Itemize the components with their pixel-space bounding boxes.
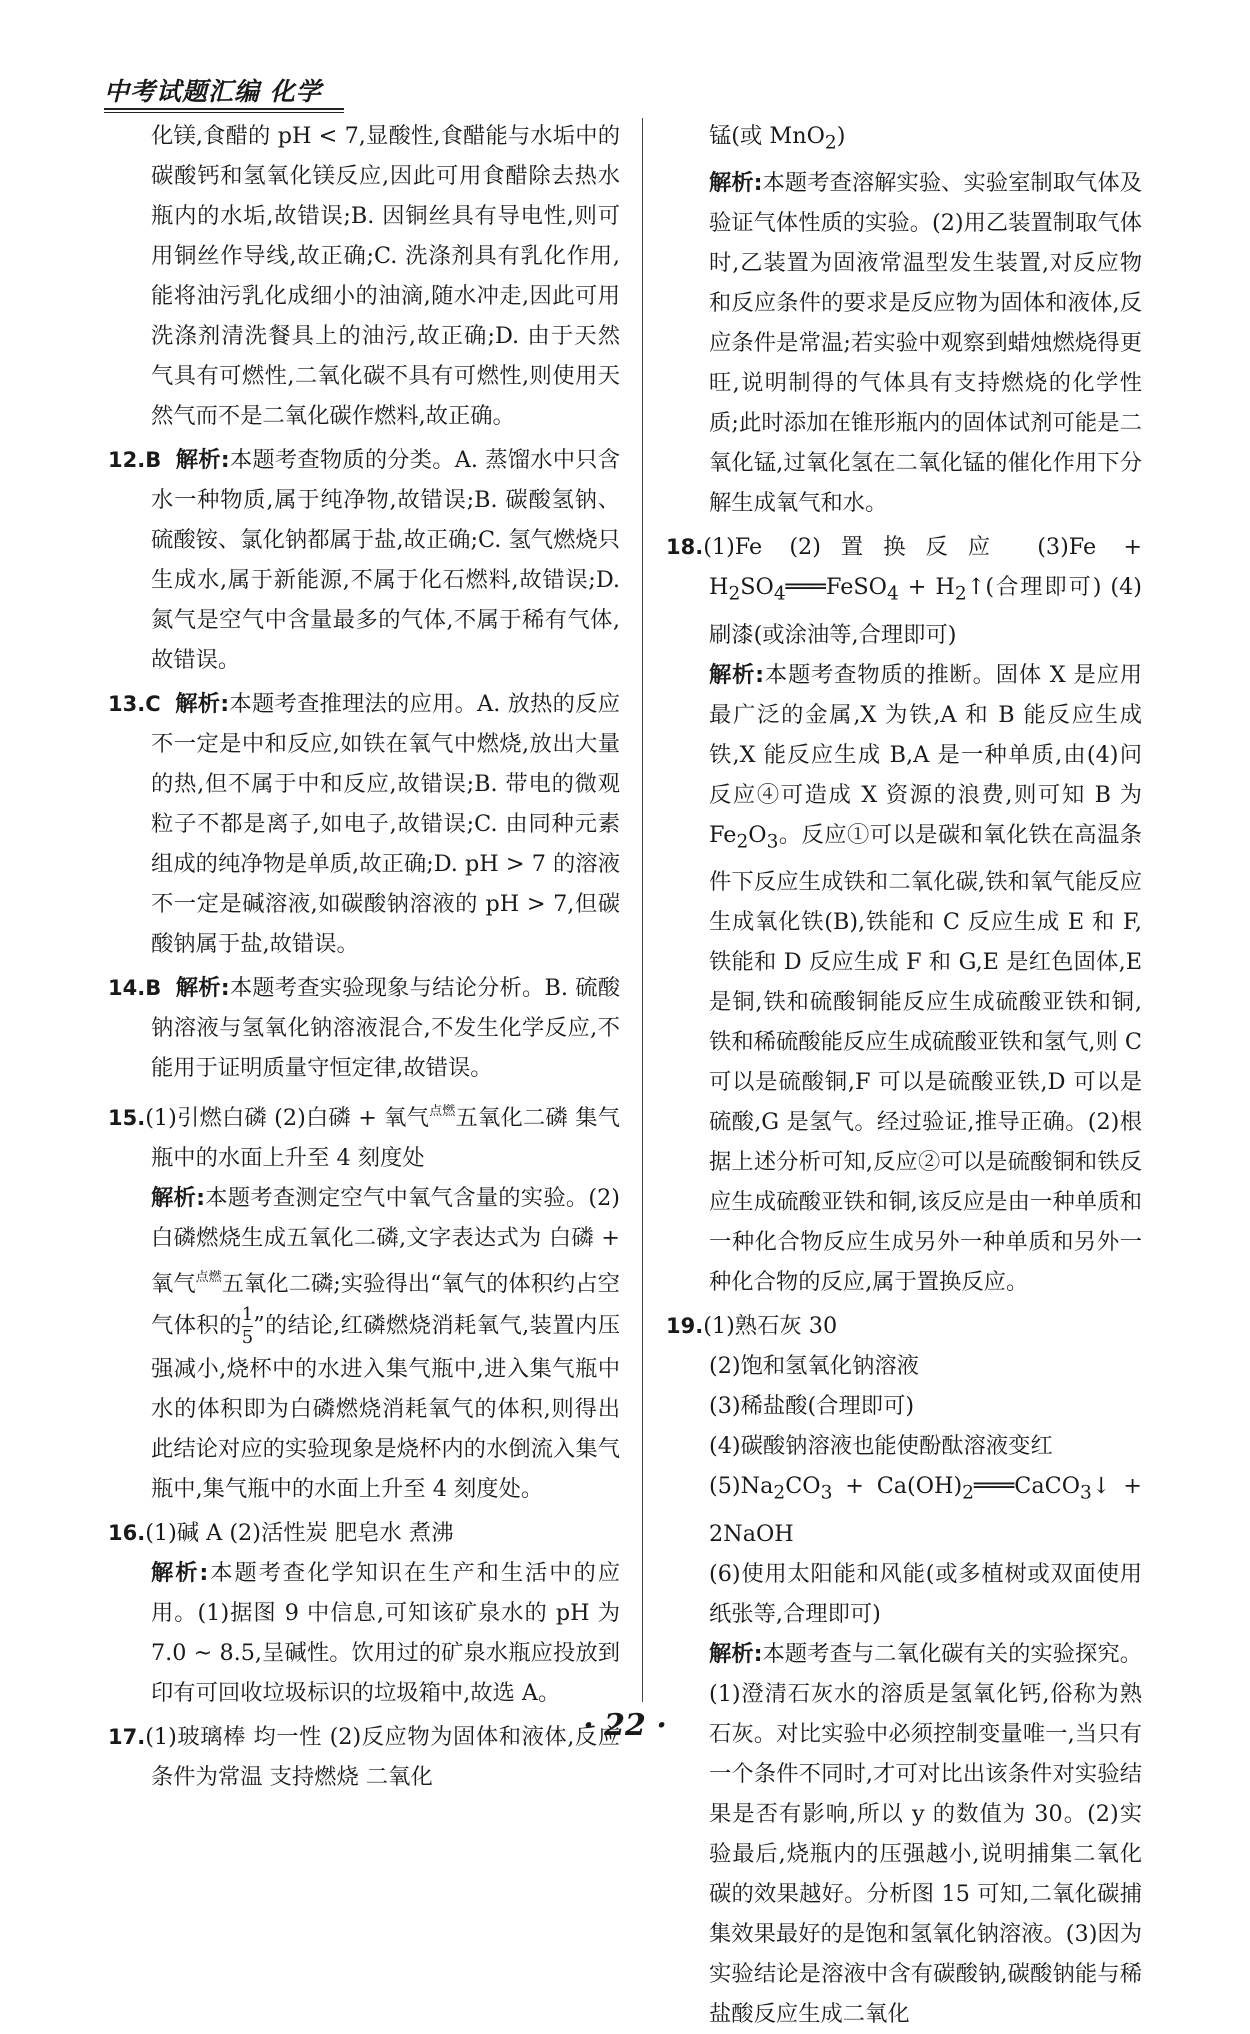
question-12: [108, 440, 620, 680]
header-rule-thin: [104, 112, 344, 113]
question-answer: C: [145, 692, 161, 716]
q19-answer-line-2: (2)饱和氢氧化钠溶液: [709, 1353, 919, 1380]
analysis-text: 本题考查测定空气中氧气含量的实验。(2)白磷燃烧生成五氧化二磷,文字表达式为 白磷 + 氧气: [151, 1185, 620, 1297]
analysis-text-c: 。反应①可以是碳和氧化铁在高温条件下反应生成铁和二氧化碳,铁和氧气能反应生成氧化铁(B),铁能和 C 反应生成 E 和 F,铁能和 D 反应生成 F 和 G,E 是红色固体,E 是铜,铁和硫酸铜能反应生成硫酸亚铁和铜,铁和稀硫酸能反应生成硫酸亚铁和氢气,则 C 可以是硫酸铜,F 可以是硫酸亚铁,D 可以是硫酸,G 是氢气。经过验证,推导正确。(2)根据上述分析可知,反应②可以是硫酸铜和铁反应生成硫酸亚铁和铜,该反应是由一种单质和一种化合物反应生成另外一种单质和另外一种化合物的反应,属于置换反应。: [709, 821, 1142, 1296]
question-answer: (1)玻璃棒 均一性 (2)反应物为固体和液体,反应条件为常温 支持燃烧 二氧化: [145, 1724, 620, 1790]
q19-answer-line-4: (4)碳酸钠溶液也能使酚酞溶液变红: [709, 1433, 1053, 1460]
reaction-condition: 点燃: [429, 1104, 456, 1119]
answer-d: + H: [898, 574, 955, 601]
q11-continuation: 化镁,食醋的 pH < 7,显酸性,食醋能与水垢中的碳酸钙和氢氧化镁反应,因此可用食醋除去热水瓶内的水垢,故错误;B. 因铜丝具有导电性,则可用铜丝作导线,故正确;C. 洗涤剂具有乳化作用,能将油污乳化成细小的油滴,随水冲走,因此可用洗涤剂清洗餐具上的油污,故正确;D. 由于天然气具有可燃性,二氧化碳不具有可燃性,则使用天然气而不是二氧化碳作燃料,故正确。: [151, 123, 620, 429]
subscript: 3: [820, 1482, 833, 1504]
subscript: 2: [773, 1482, 786, 1504]
question-answer: B: [145, 976, 162, 1000]
question-number: 18.: [666, 535, 704, 560]
analysis-text: 本题考查溶解实验、实验室制取气体及验证气体性质的实验。(2)用乙装置制取气体时,乙装置为固液常温型发生装置,对反应物和反应条件的要求是反应物为固体和液体,反应条件是常温;若实验中观察到蜡烛燃烧得更旺,说明制得的气体具有支持燃烧的化学性质;此时添加在锥形瓶内的固体试剂可能是二氧化锰,过氧化氢在二氧化锰的催化作用下分解生成氧气和水。: [709, 170, 1142, 517]
question-answer: (1)引燃白磷 (2)白磷 + 氧气: [145, 1105, 430, 1131]
q19-answer-line-3: (3)稀盐酸(合理即可): [709, 1393, 915, 1420]
answer-c: FeSO: [825, 574, 887, 601]
answer-e: ↑(合理即可) (4)刷漆(或涂油等,合理即可): [709, 574, 1142, 648]
question-number: 12.: [108, 448, 146, 472]
question-16: [108, 1513, 620, 1553]
analysis-text-b: O: [748, 821, 767, 848]
fraction-numerator: 1: [241, 1304, 254, 1325]
question-number: 16.: [108, 1521, 146, 1545]
analysis-text: 本题考查与二氧化碳有关的实验探究。(1)澄清石灰水的溶质是氢氧化钙,俗称为熟石灰。对比实验中必须控制变量唯一,当只有一个条件不同时,才可对比出该条件对实验结果是否有影响,所以 y 的数值为 30。(2)实验最后,烧瓶内的压强越小,说明捕集二氧化碳的效果越好。分析图 15 可知,二氧化碳捕集效果最好的是饱和氢氧化钠溶液。(3)因为实验结论是溶液中含有碳酸钠,碳酸钠能与稀盐酸反应生成二氧化: [709, 1640, 1142, 2027]
q19-analysis: [666, 1634, 1142, 2034]
eq-part: ↓ + 2NaOH: [709, 1473, 1142, 1547]
question-number: 13.: [108, 692, 146, 716]
analysis-label: 解析:: [175, 447, 230, 473]
q17-analysis: [666, 163, 1142, 523]
subscript: 3: [766, 831, 779, 853]
q15-analysis: [108, 1178, 620, 1509]
fraction: [242, 1304, 253, 1349]
question-number: 19.: [666, 1314, 704, 1339]
reaction-condition: 点燃: [195, 1270, 222, 1285]
analysis-text-b: 五氧化二磷;实验得出“氧气的体积约占空气体积的: [151, 1271, 620, 1339]
question-15: [108, 1092, 620, 1178]
subscript: 2: [736, 831, 749, 853]
eq-part: + Ca(OH): [832, 1473, 963, 1500]
page-header-title: 中考试题汇编 化学: [104, 77, 322, 106]
right-column: [666, 116, 1142, 2034]
column-divider: [642, 118, 643, 1702]
subscript: 2: [954, 583, 967, 605]
fraction-denominator: 5: [241, 1327, 254, 1348]
answer-b: SO: [740, 574, 774, 601]
subscript: 2: [962, 1482, 974, 1504]
eq-part: CaCO: [1014, 1473, 1080, 1500]
eq-part: (5)Na: [709, 1473, 774, 1500]
question-18: [666, 527, 1142, 654]
subscript: 4: [886, 583, 899, 605]
analysis-text: 本题考查化学知识在生产和生活中的应用。(1)据图 9 中信息,可知该矿泉水的 pH 为 7.0 ~ 8.5,呈碱性。饮用过的矿泉水瓶应投放到印有可回收垃圾标识的垃圾箱中,故选 A。: [151, 1560, 620, 1706]
analysis-text: 本题考查物质的推断。固体 X 是应用最广泛的金属,X 为铁,A 和 B 能反应生成铁,X 能反应生成 B,A 是一种单质,由(4)问反应④可造成 X 资源的浪费,则可知 B 为 Fe: [709, 661, 1142, 848]
question-answer: B: [145, 448, 162, 472]
analysis-text: 本题考查推理法的应用。A. 放热的反应不一定是中和反应,如铁在氧气中燃烧,放出大量的热,但不属于中和反应,故错误;B. 带电的微观粒子不都是离子,如电子,故错误;C. 由同种元素组成的纯净物是单质,故正确;D. pH > 7 的溶液不一定是碱溶液,如碳酸钠溶液的 pH > 7,但碳酸钠属于盐,故错误。: [151, 691, 620, 957]
header-rule: [104, 108, 344, 110]
analysis-label: 解析:: [709, 170, 763, 197]
analysis-label: 解析:: [709, 661, 765, 688]
answer-cont: 锰(或 MnO: [709, 123, 825, 149]
analysis-label: 解析:: [151, 1560, 209, 1586]
analysis-text: 本题考查物质的分类。A. 蒸馏水中只含水一种物质,属于纯净物,故错误;B. 碳酸氢钠、硫酸铵、氯化钠都属于盐,故正确;C. 氢气燃烧只生成水,属于新能源,不属于化石燃料,故错误;D. 氮气是空气中含量最多的气体,不属于稀有气体,故错误。: [151, 447, 620, 673]
subscript: 2: [728, 583, 741, 605]
equals-sign: ═══: [785, 574, 826, 601]
question-number: 14.: [108, 976, 146, 1000]
question-14: [108, 968, 620, 1088]
q19-answer-line-5: [666, 1466, 1142, 1553]
subscript: 2: [824, 132, 837, 154]
question-answer-cont: 五氧化二磷 集气瓶中的水面上升至 4 刻度处: [151, 1105, 620, 1171]
analysis-text: 本题考查实验现象与结论分析。B. 硫酸钠溶液与氢氧化钠溶液混合,不发生化学反应,不能用于证明质量守恒定律,故错误。: [151, 975, 620, 1081]
analysis-label: 解析:: [175, 691, 230, 717]
q17-continuation: [666, 116, 1142, 163]
q18-analysis: [666, 655, 1142, 1302]
analysis-label: 解析:: [709, 1640, 763, 1667]
answer-line-1: (1)熟石灰 30: [703, 1313, 838, 1340]
question-13: [108, 684, 620, 964]
q19-answer-line-6: (6)使用太阳能和风能(或多植树或双面使用纸张等,合理即可): [709, 1560, 1142, 1627]
eq-part: CO: [785, 1473, 821, 1500]
analysis-text-c: ”的结论,红磷燃烧消耗氧气,装置内压强减小,烧杯中的水进入集气瓶中,进入集气瓶中水的体积即为白磷燃烧消耗氧气的体积,则得出此结论对应的实验现象是烧杯内的水倒流入集气瓶中,集气瓶中的水面上升至 4 刻度处。: [151, 1312, 620, 1502]
equals-sign: ═══: [974, 1473, 1015, 1500]
analysis-label: 解析:: [151, 1185, 205, 1211]
page-number: · 22 ·: [583, 1708, 667, 1743]
answer-a: (1)Fe (2)置换反应 (3)Fe + H: [703, 534, 1142, 601]
question-number: 15.: [108, 1106, 146, 1130]
left-column: [108, 116, 620, 1797]
question-19: [666, 1306, 1142, 1346]
subscript: 4: [773, 583, 786, 605]
answer-cont-b: ): [836, 123, 846, 149]
question-answer: (1)碱 A (2)活性炭 肥皂水 煮沸: [145, 1520, 454, 1546]
q16-analysis: [108, 1553, 620, 1713]
analysis-label: 解析:: [175, 975, 230, 1001]
question-number: 17.: [108, 1725, 146, 1749]
subscript: 3: [1079, 1482, 1092, 1504]
